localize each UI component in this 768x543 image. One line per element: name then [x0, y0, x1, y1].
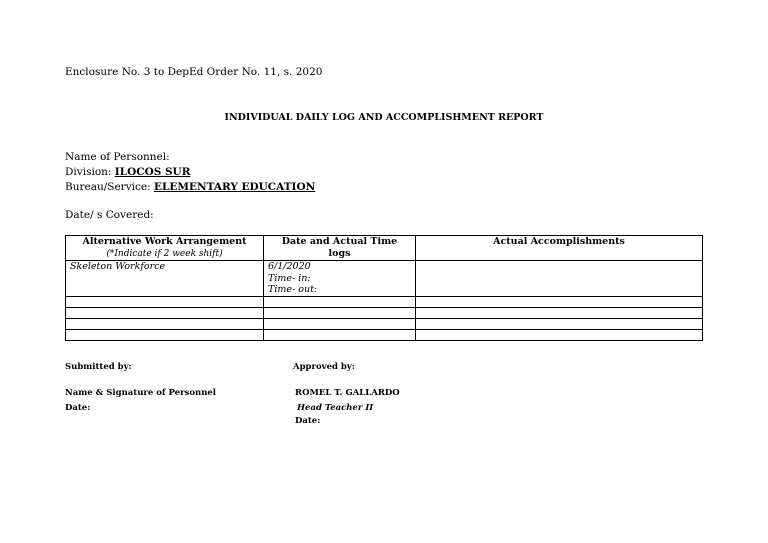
bureau-label: Bureau/Service:: [65, 181, 151, 193]
cell-date: 6/1/2020: [268, 261, 311, 272]
cell-arrangement[interactable]: [66, 297, 264, 308]
approved-date-label: Date:: [295, 416, 321, 426]
cell-date-time[interactable]: [264, 261, 416, 297]
header-date-time-line1: Date and Actual Time: [281, 236, 398, 247]
submitted-date-label: Date:: [65, 403, 91, 413]
header-accomplishments: [416, 236, 703, 261]
cell-date-time[interactable]: [264, 308, 416, 319]
approved-by-label: Approved by:: [293, 362, 355, 372]
header-date-time-line2: logs: [328, 248, 351, 259]
header-accomplishments-label: Actual Accomplishments: [493, 236, 625, 247]
table-row: [66, 330, 703, 341]
cell-time-out: Time- out:: [268, 284, 318, 295]
name-of-personnel-label: Name of Personnel:: [65, 151, 170, 163]
enclosure-note: Enclosure No. 3 to DepEd Order No. 11, s. 2020: [65, 66, 323, 78]
division-value: ILOCOS SUR: [114, 166, 191, 178]
cell-date-time[interactable]: [264, 330, 416, 341]
cell-accomplishments[interactable]: [416, 308, 703, 319]
table-row: [66, 319, 703, 330]
header-work-arrangement-label: Alternative Work Arrangement: [82, 236, 247, 247]
personnel-signature-label: Name & Signature of Personnel: [65, 388, 217, 398]
cell-time-in: Time- in:: [268, 272, 311, 284]
cell-arrangement[interactable]: [66, 330, 264, 341]
submitted-by-label: Submitted by:: [65, 362, 132, 372]
header-work-arrangement-note: (*Indicate if 2 week shift): [106, 249, 223, 259]
table-row: [66, 261, 703, 297]
division-field: [65, 166, 190, 178]
header-date-time-logs: [264, 236, 416, 261]
approver-title: Head Teacher II: [297, 403, 374, 413]
cell-date-time[interactable]: [264, 297, 416, 308]
cell-arrangement[interactable]: [66, 319, 264, 330]
cell-date-time[interactable]: [264, 319, 416, 330]
table-row: [66, 297, 703, 308]
table-row: [66, 308, 703, 319]
division-label: Division:: [65, 166, 112, 178]
dates-covered-label: Date/ s Covered:: [65, 209, 154, 221]
approver-name: ROMEL T. GALLARDO: [295, 388, 400, 398]
cell-accomplishments[interactable]: [416, 319, 703, 330]
table-header-row: [66, 236, 703, 261]
log-table: [65, 235, 703, 341]
bureau-field: [65, 181, 315, 193]
document-title: INDIVIDUAL DAILY LOG AND ACCOMPLISHMENT REPORT: [224, 112, 544, 123]
cell-accomplishments[interactable]: [416, 330, 703, 341]
cell-accomplishments[interactable]: [416, 261, 703, 297]
cell-arrangement[interactable]: [66, 308, 264, 319]
cell-accomplishments[interactable]: [416, 297, 703, 308]
bureau-value: ELEMENTARY EDUCATION: [153, 181, 316, 193]
header-work-arrangement: [66, 236, 264, 261]
cell-arrangement[interactable]: Skeleton Workforce: [66, 261, 264, 297]
